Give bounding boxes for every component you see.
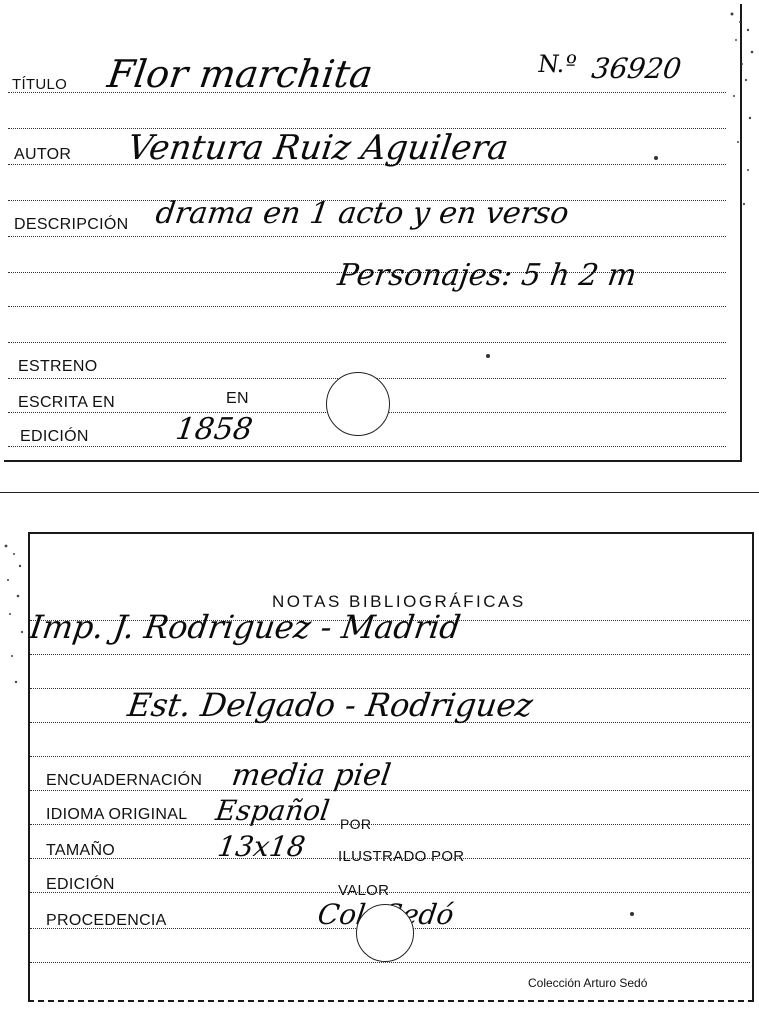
edicion-label-bottom: EDICIÓN	[46, 876, 115, 893]
ruled-line	[30, 962, 750, 963]
por-label: POR	[340, 816, 372, 832]
encuadernacion-label: ENCUADERNACIÓN	[46, 772, 203, 789]
ruled-line	[30, 824, 750, 825]
tamano-label: TAMAÑO	[46, 842, 116, 859]
ilustrado-label: ILUSTRADO POR	[338, 848, 465, 865]
numero-value: 36920	[589, 52, 684, 85]
ruled-line	[30, 756, 750, 757]
encuadernacion-value: media piel	[229, 758, 394, 793]
ruled-line	[8, 236, 726, 237]
coleccion-footer: Colección Arturo Sedó	[528, 976, 648, 990]
autor-label: AUTOR	[14, 146, 72, 163]
scan-noise-edge	[0, 536, 32, 736]
numero-label: N.º	[536, 50, 579, 78]
autor-value: Ventura Ruiz Aguilera	[125, 128, 511, 168]
ruled-line	[8, 446, 726, 447]
page-divider	[0, 492, 759, 493]
ink-speck	[486, 354, 490, 358]
ruled-line	[8, 342, 726, 343]
valor-label: VALOR	[338, 882, 390, 899]
ruled-line	[30, 790, 750, 791]
ruled-line	[8, 306, 726, 307]
procedencia-label: PROCEDENCIA	[46, 912, 167, 929]
descripcion-label: DESCRIPCIÓN	[14, 216, 129, 233]
imprenta-line: Imp. J. Rodriguez - Madrid	[27, 608, 463, 646]
notas-title: NOTAS BIBLIOGRÁFICAS	[272, 592, 526, 611]
idioma-label: IDIOMA ORIGINAL	[46, 806, 188, 823]
ink-speck	[630, 912, 634, 916]
estampa-line: Est. Delgado - Rodriguez	[125, 686, 536, 724]
escrita-en-label: ESCRITA EN	[18, 394, 115, 411]
scan-noise-edge	[724, 0, 759, 470]
ink-speck	[654, 156, 658, 160]
punch-hole	[356, 904, 414, 962]
descripcion-value: drama en 1 acto y en verso	[153, 196, 571, 231]
idioma-value: Español	[213, 794, 332, 827]
punch-hole	[326, 372, 390, 436]
titulo-value: Flor marchita	[104, 52, 376, 96]
edicion-label-top: EDICIÓN	[20, 428, 89, 445]
procedencia-value: Col. Sedó	[315, 898, 456, 931]
ruled-line	[30, 892, 750, 893]
ruled-line	[30, 654, 750, 655]
titulo-label: TÍTULO	[12, 76, 68, 93]
edicion-value-top: 1858	[173, 412, 255, 447]
estreno-label: ESTRENO	[18, 358, 98, 375]
personajes-value: Personajes: 5 h 2 m	[335, 258, 639, 293]
tamano-value: 13x18	[215, 830, 308, 863]
en-label: EN	[226, 390, 249, 407]
